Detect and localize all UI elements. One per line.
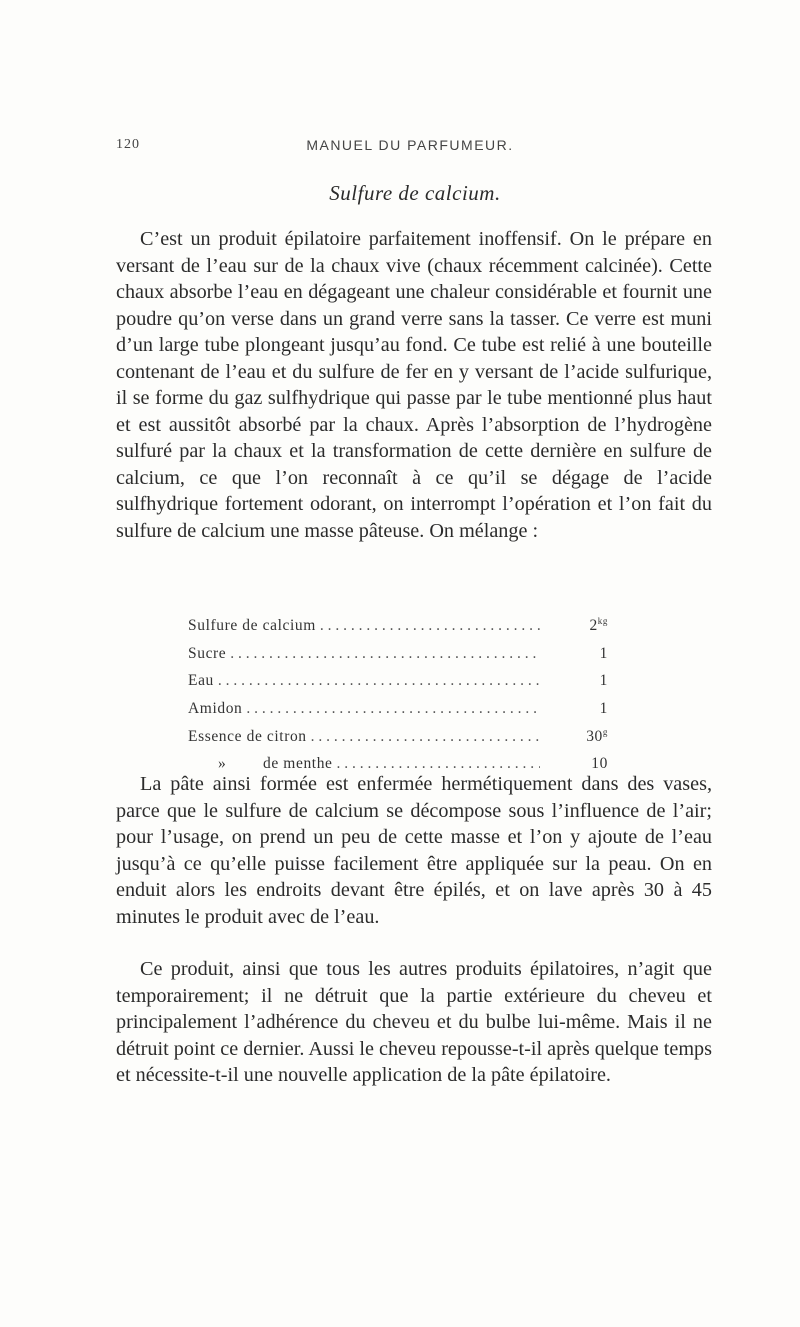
running-head: MANUEL DU PARFUMEUR. (306, 137, 514, 153)
recipe-quantity: 30$^g$ (586, 726, 608, 745)
dot-leader (230, 642, 540, 666)
section-title: Sulfure de calcium. (329, 181, 501, 205)
recipe-ingredient: Essence de citron (188, 727, 307, 745)
dot-leader (246, 697, 540, 721)
recipe-table (188, 610, 608, 776)
recipe-quantity: 10 (591, 755, 608, 773)
recipe-quantity: 1 (599, 644, 608, 662)
dot-leader (218, 669, 540, 693)
dot-leader (311, 725, 540, 749)
paragraph-intro: C’est un produit épilatoire parfaitement inoffensif. On le prépare en versant de l’eau sur de la chaux vive (chaux récemment calcinée). Cette chaux absorbe l’eau en dégageant une chaleur considérable et fournit une poudre qu’on verse dans un grand verre sans la tasser. Ce verre est muni d’un large tube plongeant jusqu’au fond. Ce tube est relié à une bouteille contenant de l’eau et du sulfure de fer en y versant de l’acide sulfurique, il se forme du gaz sulfhydrique qui passe par le tube mentionné plus haut et est aussitôt absorbé par la chaux. Après l’absorption de l’hydrogène sulfuré par la chaux et la transformation de cette dernière en sulfure de calcium, ce que l’on reconnaît à ce qu’il se dégage de l’acide sulfhydrique fortement odorant, on interrompt l’opération et l’on fait du sulfure de calcium une masse pâteuse. On mélange : (116, 228, 712, 542)
recipe-quantity: 1 (599, 672, 608, 690)
recipe-ingredient: Eau (188, 672, 214, 690)
paragraph-effect: Ce produit, ainsi que tous les autres produits épilatoires, n’agit que temporairement; il ne détruit que la partie extérieure du cheveu et principalement l’adhérence du cheveu et du bulbe lui-même. Mais il ne détruit point ce dernier. Aussi le cheveu repousse-t-il après quelque temps et nécessite-t-il une nouvelle application de la pâte épilatoire. (116, 958, 712, 1086)
paragraph-usage: La pâte ainsi formée est enfermée hermétiquement dans des vases, parce que le sulfure de calcium se décompose sous l’influence de l’air; pour l’usage, on prend un peu de cette masse et l’on y ajoute de l’eau jusqu’à ce qu’elle puisse facilement être appliquée sur la peau. On en enduit alors les endroits devant être épilés, et on lave après 30 à 45 minutes le produit avec de l’eau. (116, 773, 712, 928)
recipe-ingredient: Amidon (188, 700, 243, 718)
recipe-row (188, 638, 608, 666)
recipe-ingredient: » de menthe (188, 752, 333, 776)
recipe-row (188, 721, 608, 749)
recipe-quantity: $2^{kg}$ (589, 616, 608, 635)
recipe-quantity: 1 (599, 700, 608, 718)
ditto-mark: » (218, 755, 227, 773)
recipe-row (188, 665, 608, 693)
recipe-row (188, 610, 608, 638)
page-number: 120 (116, 137, 140, 152)
recipe-ingredient: Sucre (188, 644, 227, 662)
dot-leader (320, 614, 540, 638)
recipe-row (188, 693, 608, 721)
recipe-ingredient: Sulfure de calcium (188, 617, 316, 635)
